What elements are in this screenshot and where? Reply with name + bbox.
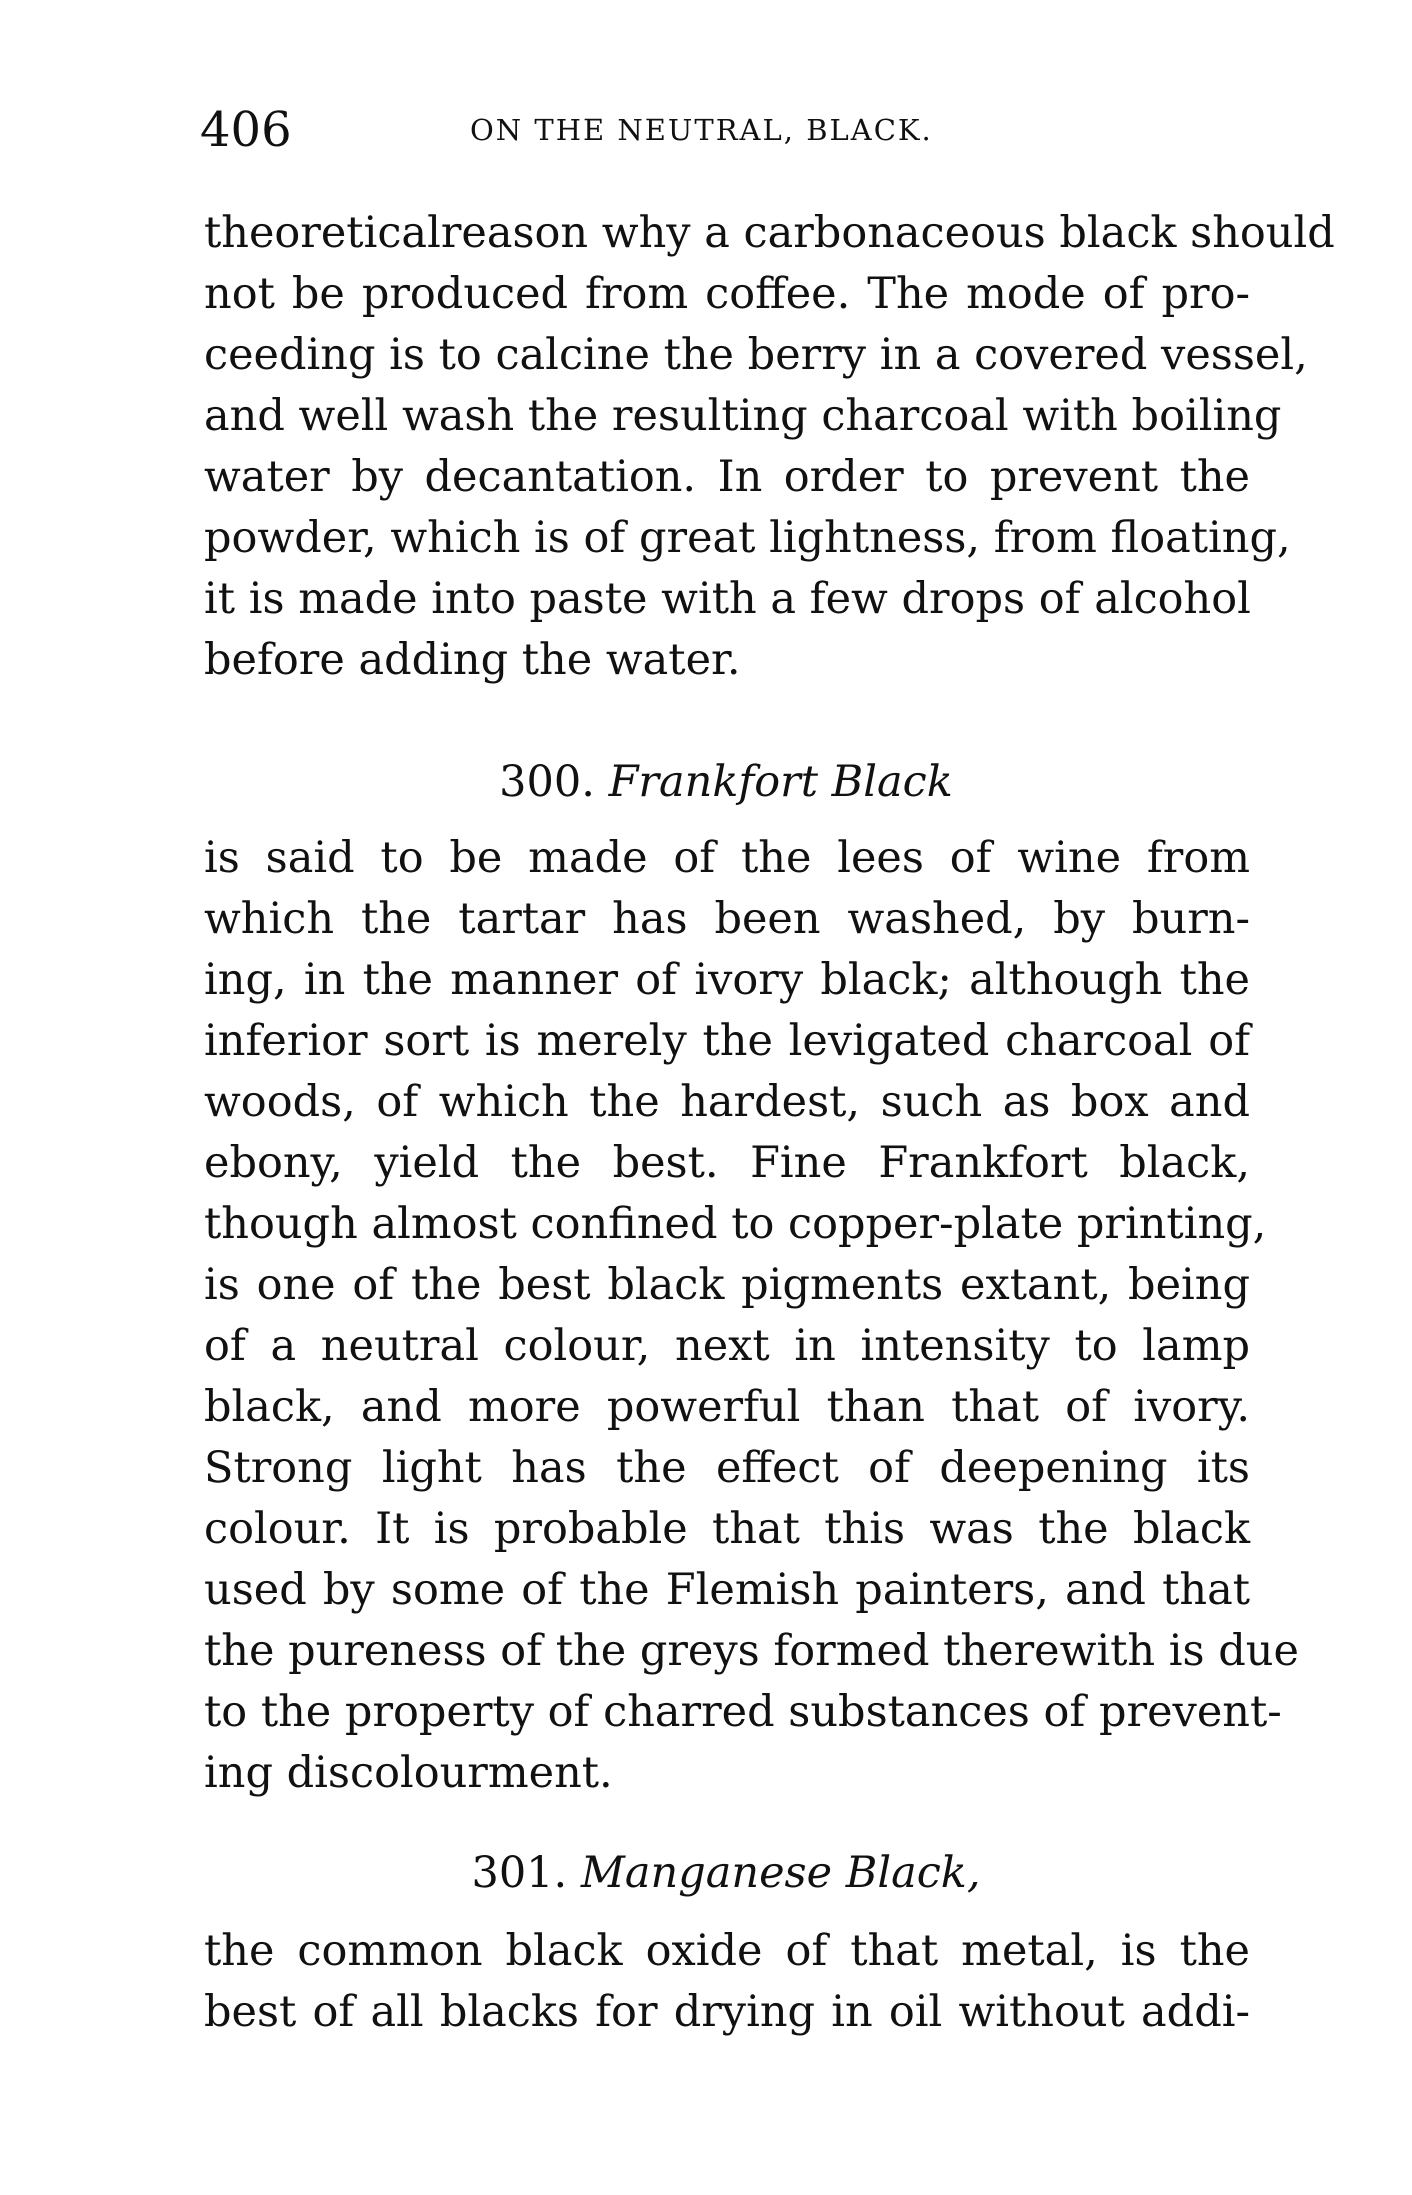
section-number: 300. — [499, 757, 595, 807]
text-line: ebony, yield the best. Fine Frankfort black, — [204, 1138, 1250, 1188]
text-line: inferior sort is merely the levigated charcoal of — [204, 1016, 1250, 1066]
page-number: 406 — [200, 102, 292, 158]
text-line: black, and more powerful than that of ivory. — [204, 1382, 1250, 1432]
paragraph-frankfort-black — [204, 828, 1299, 1804]
text-line: of a neutral colour, next in intensity to lamp — [204, 1321, 1250, 1371]
text-line: is one of the best black pigments extant, being — [204, 1260, 1250, 1310]
paragraph-manganese-black — [204, 1921, 1250, 2043]
section-title: Manganese Black, — [580, 1848, 981, 1898]
text-line: the pureness of the greys formed therewith is due — [204, 1626, 1299, 1676]
text-line: best of all blacks for drying in oil without addi- — [204, 1987, 1250, 2037]
text-line: ing discolourment. — [204, 1748, 613, 1798]
text-line: ing, in the manner of ivory black; although the — [204, 955, 1250, 1005]
text-line: theoreticalreason why a carbonaceous black should — [204, 208, 1335, 258]
text-line: and well wash the resulting charcoal with boiling — [204, 391, 1282, 441]
section-heading-301 — [0, 1843, 1412, 1904]
text-line: used by some of the Flemish painters, and that — [204, 1565, 1250, 1615]
paragraph-coffee-black — [204, 203, 1335, 691]
text-line: not be produced from coffee. The mode of pro- — [204, 269, 1250, 319]
text-line: is said to be made of the lees of wine from — [204, 833, 1250, 883]
section-heading-300 — [0, 752, 1412, 813]
text-line: to the property of charred substances of prevent- — [204, 1687, 1282, 1737]
text-line: which the tartar has been washed, by burn- — [204, 894, 1250, 944]
text-line: though almost confined to copper-plate printing, — [204, 1199, 1267, 1249]
section-title: Frankfort Black — [608, 757, 953, 807]
text-line: Strong light has the effect of deepening its — [204, 1443, 1250, 1493]
section-number: 301. — [471, 1848, 568, 1898]
text-line: colour. It is probable that this was the black — [204, 1504, 1250, 1554]
text-line: powder, which is of great lightness, from floating, — [204, 513, 1291, 563]
page-header — [200, 100, 1250, 160]
text-line: before adding the water. — [204, 635, 741, 685]
running-title: ON THE NEUTRAL, BLACK. — [470, 113, 933, 147]
text-line: it is made into paste with a few drops of alcohol — [204, 574, 1251, 624]
text-line: ceeding is to calcine the berry in a covered vessel, — [204, 330, 1308, 380]
text-line: woods, of which the hardest, such as box and — [204, 1077, 1250, 1127]
text-line: the common black oxide of that metal, is the — [204, 1926, 1250, 1976]
text-line: water by decantation. In order to prevent the — [204, 452, 1250, 502]
